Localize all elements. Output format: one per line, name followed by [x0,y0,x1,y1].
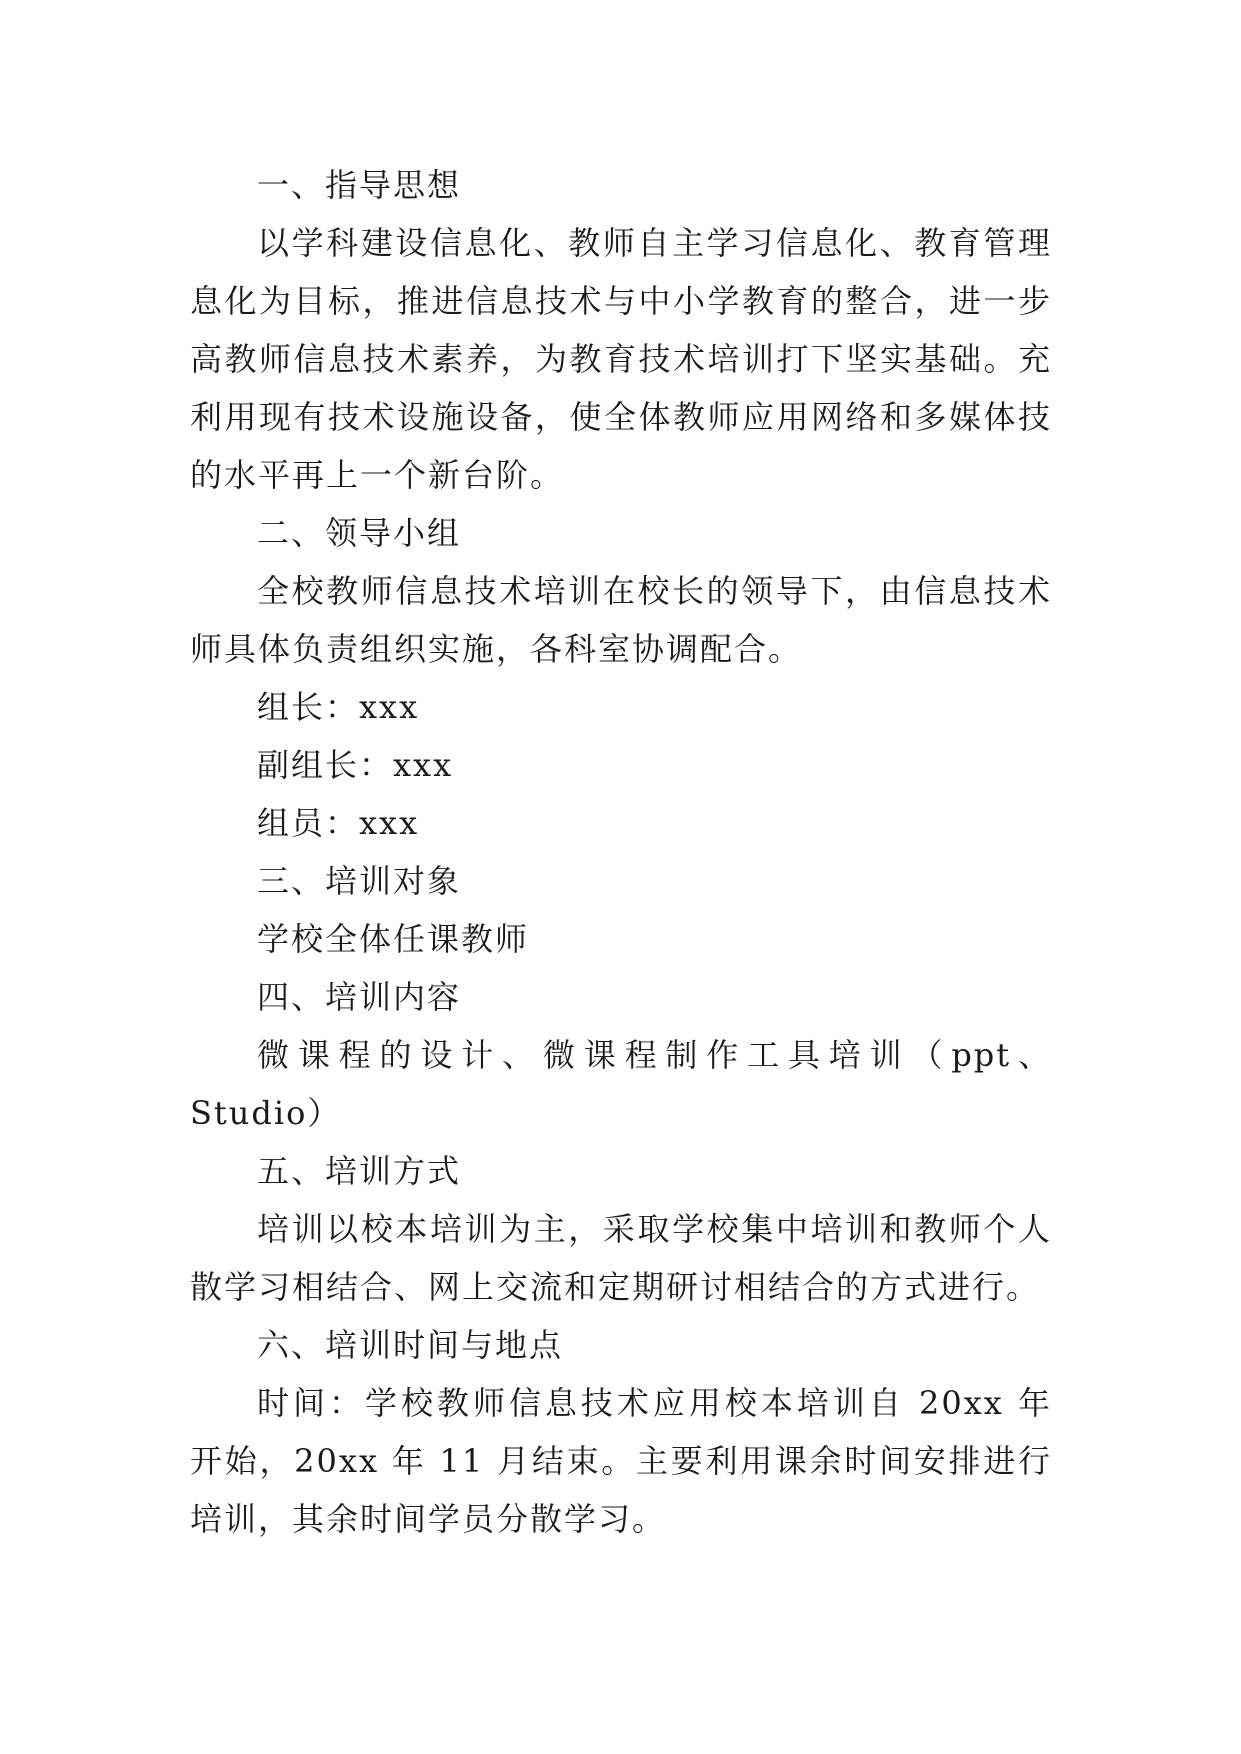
paragraph-line: 学校全体任课教师 [257,920,530,958]
paragraph-line: 高教师信息技术素养，为教育技术培训打下坚实基础。充 [190,340,1052,378]
paragraph-line: 培训以校本培训为主，采取学校集中培训和教师个人 [257,1210,1052,1248]
members-line: 组员：xxx [257,804,420,842]
section-heading-time-and-place: 六、培训时间与地点 [257,1326,564,1364]
paragraph-line: 息化为目标，推进信息技术与中小学教育的整合，进一步 [190,282,1052,320]
paragraph-line: Studio） [190,1094,342,1132]
paragraph-line: 全校教师信息技术培训在校长的领导下，由信息技术 [257,572,1052,610]
paragraph-line: 利用现有技术设施设备，使全体教师应用网络和多媒体技 [190,398,1052,436]
leader-line: 组长：xxx [257,688,420,726]
paragraph-line: 以学科建设信息化、教师自主学习信息化、教育管理 [257,224,1052,262]
section-heading-leadership-group: 二、领导小组 [257,514,462,552]
paragraph-line: 散学习相结合、网上交流和定期研讨相结合的方式进行。 [190,1268,1041,1306]
deputy-leader-line: 副组长：xxx [257,746,454,784]
paragraph-line: 时间：学校教师信息技术应用校本培训自 20xx 年 [257,1384,1052,1422]
paragraph-line: 的水平再上一个新台阶。 [190,456,565,494]
paragraph-line: 培训，其余时间学员分散学习。 [190,1500,667,1538]
section-heading-training-method: 五、培训方式 [257,1152,462,1190]
paragraph-line: 开始，20xx 年 11 月结束。主要利用课余时间安排进行 [190,1442,1052,1480]
document-body [190,156,1052,1548]
paragraph-line: 师具体负责组织实施，各科室协调配合。 [190,630,803,668]
section-heading-training-target: 三、培训对象 [257,862,462,900]
section-heading-training-content: 四、培训内容 [257,978,462,1016]
section-heading-guiding-ideology: 一、指导思想 [257,166,462,204]
paragraph-line: 微课程的设计、微课程制作工具培训（ppt、 [257,1036,1052,1074]
